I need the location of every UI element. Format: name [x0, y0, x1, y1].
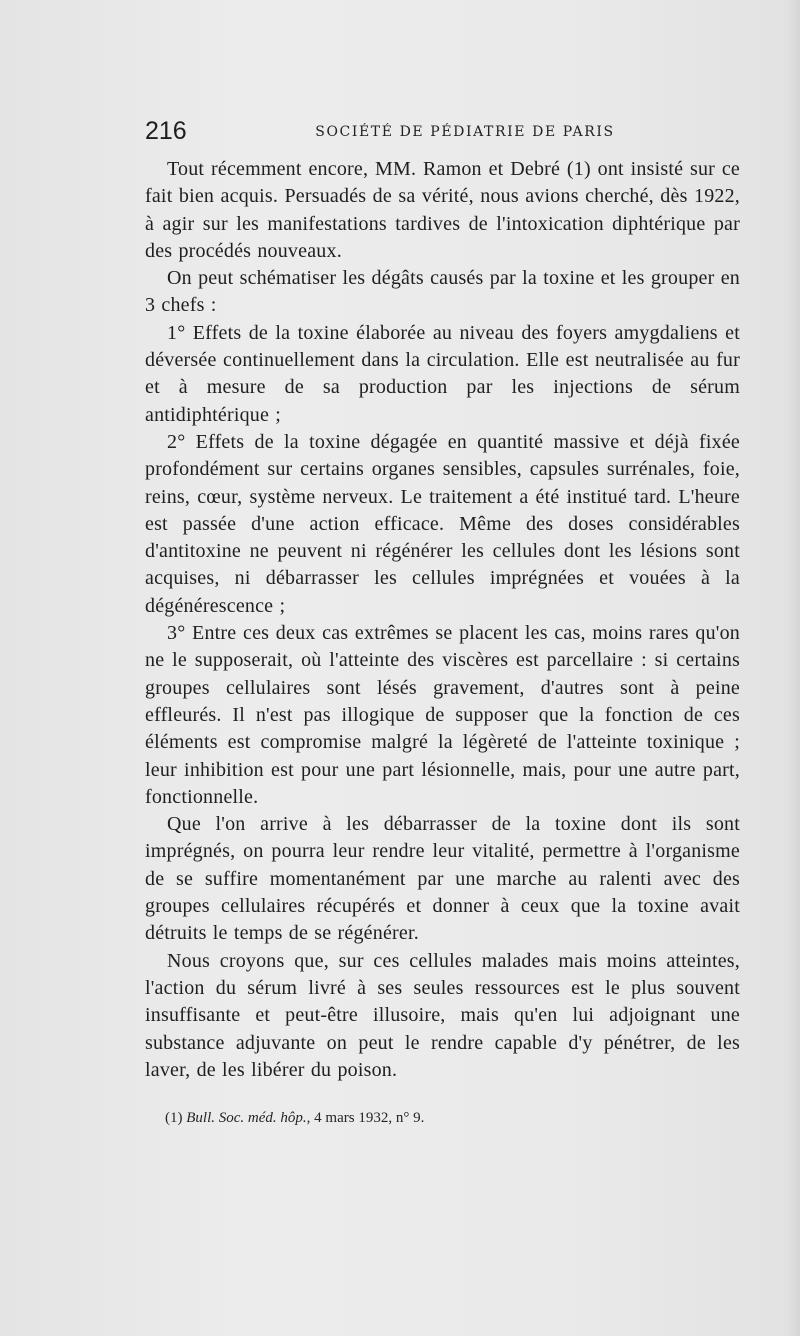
paragraph-effect-2: 2° Effets de la toxine dégagée en quantité massive et déjà fixée profondément sur certains organes sensibles, capsules surrénales, foie, reins, cœur, système nerveux. Le traitement a été institué tard. L'heure est passée d'une action efficace. Même des doses considérables d'antitoxine ne peuvent ni régénérer les cellules dont les lésions sont acquises, ni débarrasser les cellules imprégnées et vouées à la dégénérescence ;: [145, 430, 740, 617]
paragraph-schema: On peut schématiser les dégâts causés par la toxine et les grouper en 3 chefs :: [145, 267, 740, 317]
page-number: 216: [145, 117, 187, 145]
page-edge-shadow: [786, 0, 800, 1336]
page-header: [145, 116, 745, 148]
paragraph-intro: Tout récemment encore, MM. Ramon et Debré (1) ont insisté sur ce fait bien acquis. Persuadés de sa vérité, nous avions cherché, dès 1922, à agir sur les manifestations tardives de l'intoxication diphtérique par des procédés nouveaux.: [145, 158, 740, 262]
body-text: [145, 156, 740, 1084]
footnote-marker: (1): [165, 1110, 183, 1126]
paragraph-recovery: Que l'on arrive à les débarrasser de la toxine dont ils sont imprégnés, on pourra leur rendre leur vitalité, permettre à l'organisme de se suffire momentanément par une marche au ralenti avec des groupes cellulaires récupérés et donner à ceux que la toxine avait détruits le temps de se régénérer.: [145, 813, 740, 945]
footnote: [165, 1108, 424, 1128]
running-title: SOCIÉTÉ DE PÉDIATRIE DE PARIS: [315, 124, 615, 140]
footnote-details: , 4 mars 1932, n° 9.: [306, 1110, 425, 1126]
paragraph-effect-1: 1° Effets de la toxine élaborée au niveau des foyers amygdaliens et déversée continuellement dans la circulation. Elle est neutralisée au fur et à mesure de sa production par les injections de sérum antidiphtérique ;: [145, 321, 740, 426]
footnote-source: Bull. Soc. méd. hôp.: [186, 1110, 307, 1126]
paragraph-conclusion: Nous croyons que, sur ces cellules malades mais moins atteintes, l'action du sérum livré à ses seules ressources est le plus souvent insuffisante et peut-être illusoire, mais qu'en lui adjoignant une substance adjuvante on peut le rendre capable d'y pénétrer, de les laver, de les libérer du poison.: [145, 949, 740, 1081]
paragraph-effect-3: 3° Entre ces deux cas extrêmes se placent les cas, moins rares qu'on ne le supposerait, où l'atteinte des viscères est parcellaire : si certains groupes cellulaires sont lésés gravement, d'autres sont à peine effleurés. Il n'est pas illogique de supposer que la fonction de ces éléments est compromise malgré la légèreté de l'atteinte toxinique ; leur inhibition est pour une part lésionnelle, mais, pour une autre part, fonctionnelle.: [145, 622, 740, 808]
